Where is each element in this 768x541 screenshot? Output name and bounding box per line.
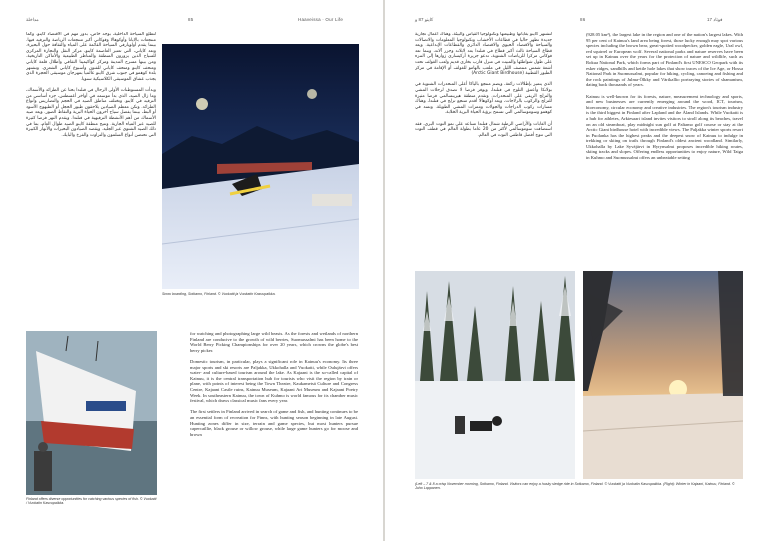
fishing-boat-photo bbox=[26, 331, 157, 495]
arabic-paragraph: ﻟﺘﺸﺘﻬﺮ ﻛﺎﻳﻨﻮ ﺑﻐﺎﺑﺎﺗﻬﺎ ﻭﻃﺒﻴﻌﺘﻬﺎ ﻭﺗﻜﻨﻮﻟﻮﺟﻴﺎ ﺍﻟﻘﻴﺎﺱ ﻭﺍﻟﺒﻴﺌﺔ، ﻭﻫﻨﺎﻙ ﺃﻋﻤﺎﻝ ﺗﺠﺎﺭﻳﺔ ﺟﺪﻳﺪﺓ ﺗﻈﻬﺮ ﺣﺎﻟﻴﺎ ﻓﻲ ﻗﻄﺎﻋﺎﺕ ﺍﻷﺧﺸﺎﺏ ﻭﺗﻜﻨﻮﻟﻮﺟﻴﺎ ﺍﻟﻤﻌﻠﻮﻣﺎﺕ ﻭﺍﻻﺗﺼﺎﻻﺕ ﻭﺍﻟﺴﻴﺎﺣﺔ ﻭﺍﻻﻗﺘﺼﺎﺩ ﺍﻟﺤﻴﻮﻱ ﻭﺍﻻﻗﺘﺼﺎﺩ ﺍﻟﺪﺍﺋﺮﻱ ﻭﺍﻟﻘﻄﺎﻋﺎﺕ ﺍﻹﺑﺪﺍﻋﻴﺔ. ﻭﻳﻌﺪ ﻗﻄﺎﻉ ﺍﻟﺴﻴﺎﺣﺔ ﺛﺎﻟﺚ ﺃﻛﺒﺮ ﻗﻄﺎﻉ ﻓﻲ ﻓﻨﻠﻨﺪﺍ ﺑﻌﺪ ﻻﺑﻼﻧﺪ ﻭﺟﺰﺭ ﺁﻻﻧﺪ، ﻭﺑﻨﻤﺎ ﺗﻌﺪ ﻓﻮﻛﺎﺗﻲ ﻣﺮﻛﺰﺍ ﻟﻠﺮﻳﺎﺿﺎﺕ ﺍﻟﺸﺘﻮﻳﺔ، ﺗﺪﻋﻮ ﺟﺰﻳﺮﺓ ﺃﺭﻛﻴﺴﺎﺭﻱ ﺯﻭﺍﺭﻫﺎ ﺇﻟﻰ ﺍﻟﺘﻨﺰﻩ ﻋﻠﻰ ﻃﻮﻝ ﺷﻮﺍﻃﺌﻬﺎ ﻭﺍﻟﻤﺒﻴﺖ ﻓﻲ ﻣﻨﺰﻝ ﻗﺎﺭﺏ ﺑﺨﺎﺭﻱ ﻗﺪﻳﻢ ﻭﻟﻌﺐ ﺍﻟﻐﻮﻟﻒ ﺗﺤﺖ ﺃﺷﻌﺔ ﺷﻤﺲ ﻣﻨﺘﺼﻒ ﺍﻟﻠﻴﻞ ﻓﻲ ﻣﻠﻌﺐ ﺑﺎﻟﻬﺎﻣﻮ ﻟﻠﻐﻮﻟﻒ ﺃﻭ ﺍﻹﻗﺎﻣﺔ ﻓﻲ ﻣﺮﻛﺰ ﺍﻟﻄﻴﻮﺭ ﺍﻟﻘﻄﺒﻴﺔ (Arctic Giant Birdhouse) bbox=[415, 32, 552, 77]
arabic-paragraph: ﺍﻟﺬﻱ ﻳﺘﻤﻴﺰ ﺑﺈﻃﻼﻻﺕ ﺭﺍﺋﻌﺔ، ﻭﻳﻀﻢ ﻣﻨﺘﺠﻊ ﺑﺎﻟﻴﺎﻛﺎ ﺃﻋﻠﻰ ﺍﻟﻤﻨﺤﺪﺭﺍﺕ ﺍﻟﺸﺘﻮﻳﺔ ﻓﻲ ﺑﻮﻻﻧﻜﺎ ﻭﺃﻋﻤﻖ ﺍﻟﺜﻠﻮﺝ ﻓﻲ ﻓﻨﻠﻨﺪﺍ، ﻭﻳﻮﻓﺮ ﻓﺮﺻﺎ ﻻ ﺗﺼﺪﻕ ﻟﺮﺣﻼﺕ ﺍﻟﻤﺸﻲ ﻭﺍﻟﺘﺰﻟﺞ ﺍﻟﺮﻳﻔﻲ ﻋﻠﻰ ﺍﻟﻤﻨﺤﺪﺭﺍﺕ. ﻭﺗﻘﺪﻡ ﻣﻨﻄﻘﺔ ﻫﻴﺮﻳﻨﺴﺎﻟﻤﻲ ﻓﺮﺻﺎ ﻣﺜﻴﺮﺓ ﻟﻠﺘﺰﻟﺞ ﻭﺍﻟﺮﻛﻮﺏ ﺑﺎﻟﺰﻻﺟﺎﺕ، ﻭﻳﻌﺪ ﺃﻭﻛﻮﻫﺎﻻ ﺃﻗﺪﻡ ﻣﻨﺘﺠﻊ ﺗﺰﻟﺞ ﻓﻲ ﻓﻨﻠﻨﺪﺍ، ﻭﻫﻨﺎﻙ ﻣﺴﺎﺭﺍﺕ ﺭﻛﻮﺏ ﺍﻟﺪﺭﺍﺟﺎﺕ ﻭﺍﻟﺠﻮﻻﺕ ﻭﻣﻤﺮﺍﺕ ﺍﻟﻤﺸﻲ ﺍﻟﻄﻮﻳﻠﺔ. ﻭﺗﻤﺘﺪ ﻓﻲ ﻛﻮﻫﻤﻮ ﻭﺳﻮﻣﻮﺳﺎﻟﻤﻲ ﺍﻟﺘﻲ ﺗﺴﻤﺢ ﺑﺮﺅﻳﺔ ﺍﻟﺤﻴﺎﺓ ﺍﻟﺒﺮﻳﺔ ﺍﻟﺨﻼﺑﺔ. bbox=[415, 82, 552, 116]
english-paragraph: Domestic tourism, in particular, plays a significant role in Kainuu's economy. Its three major sports and ski resorts are Paljakka, Ukkohalla and Vuokatti, while Oulujärvi offers water- and culture-based tourism around the lake. As Kajaani is the so-called capital of Kainuu, it is the central transportation hub for tourists who visit the region by train or plane, with points of interest being the Town Theatre, Kaukametsä Culture and Congress Centre, Kajaani Castle ruins, Kainuu Museum, Kajaani Art Museum and Kajaani Poetry Week. In southeastern Kainuu, the town of Kuhmo is world famous for its chamber music festival, which draws classical music fans every year. bbox=[190, 358, 358, 404]
english-paragraph: for watching and photographing large wild beasts. As the forests and wetlands of northern Finland are conducive to the growth of wild berries, Suomussalmi has been home to the World Berry Picking Championships for over 20 years, which crowns the globe's best berry picker. bbox=[190, 331, 358, 353]
winter-sunset-photo bbox=[583, 271, 743, 479]
right-page-header-left: ﻛﺎﻳﻨﻮ 87 ﻭ bbox=[415, 17, 434, 22]
english-paragraph: (928.05 km²), the largest lake in the region and one of the nation's largest lakes. With 95 per cent of Kainuu's land area being forest, those lucky enough may spot various species including the brown bear, great-spotted woodpecker, golden eagle, Ural owl, red squirrel or European wolf. Several national parks and nature reserves have been set up in Kainuu over the years for the protection of nature and wildlife, such as Rokua National Park, which forms part of Finland's first UNESCO Geopark with its esker ridges, sandhills and kettle hole lakes that show traces of the Ice Age, or Hossa National Park in Suomussalmi, popular for hiking, cycling, canoeing and fishing and the rock paintings of Julma-Ölkky and Värikallio portraying stories of shamanism, dating back thousands of years. bbox=[586, 32, 743, 88]
arabic-text-column bbox=[415, 32, 552, 264]
right-page-header-right: ﻓﻮﺗﺎﺩ 17 bbox=[707, 17, 723, 22]
winter-photo-caption: (Left – 7 & 8 a crisp November morning, Sotkamo, Finland. Visitors can enjoy a husky sledge ride in Sotkamo, Finland. © Vuokatti ja Vuokatin Kasvupaikka. (Right): Winter in Kajaani, Kainuu, Finland. © Juho Lappanen. bbox=[415, 482, 735, 491]
snowboard-caption: Snow boarding, Sotkamo, Finland. © Vuokatti ja Vuokatin Kasvupaikka. bbox=[162, 292, 276, 296]
right-page bbox=[385, 0, 768, 541]
arabic-paragraph: ﺃﻥ ﺍﻟﻐﺎﺑﺎﺕ ﻭﺍﻷﺭﺍﺿﻲ ﺍﻟﺮﻃﺒﺔ ﺷﻤﺎﻝ ﻓﻨﻠﻨﺪﺍ ﺗﺴﺎﻋﺪ ﻋﻠﻰ ﻧﻤﻮ ﺍﻟﺘﻮﺕ ﺍﻟﺒﺮﻱ، ﻓﻘﺪ ﺍﺳﺘﻀﺎﻓﺖ ﺳﻮﻣﻮﺳﺎﻟﻤﻲ ﻷﻛﺜﺮ ﻣﻦ 20 ﻋﺎﻣﺎ ﺑﻄﻮﻟﺔ ﺍﻟﻌﺎﻟﻢ ﻓﻲ ﻗﻄﻒ ﺍﻟﺘﻮﺕ ﺍﻟﺘﻲ ﺗﺘﻮﺝ ﺃﻓﻀﻞ ﻗﺎﻃﻔﻲ ﺍﻟﺘﻮﺕ ﻓﻲ ﺍﻟﻌﺎﻟﻢ. bbox=[415, 121, 552, 138]
english-paragraph: Kainuu is well-known for its forests, nature, measurement technology and sports, and new businesses are currently emerging around the wood, ICT, tourism, bioeconomy, circular economy and creative industries. The region's tourism industry is the third biggest in Finland after Lapland and the Åland Islands. While Vuokatti is a hub for athletes, Arkiesaari island invites visitors to stroll along its beaches, travel on an old steamboat, play midnight sun golf at Paltamo golf course or stay at the Arctic Giant birdhouse hotel with incredible views. The Paljakka winter sports resort in Puolanka has the highest peaks and the deepest snow of Kainuu to indulge in trekking or skiing on trails through Finland's oldest ancient woodland. Similarly, Ukkohalla by Lake Syväjärvi in Hyrynsalmi proposes incredible hiking routes, skiing tracks and slopes. Offering endless opportunities to enjoy nature, Wild Taiga in Kuhmo and Suomussalmi offers an unbeatable setting bbox=[586, 93, 743, 161]
arabic-text-column bbox=[26, 32, 156, 328]
left-page bbox=[0, 0, 383, 541]
english-text-column bbox=[586, 32, 743, 264]
arabic-paragraph: ﻟﺘﻄﻠﻊ ﺍﻟﺴﻴﺎﺣﺔ ﺍﻟﺪﺍﺧﻠﻴﺔ، ﺑﻮﺟﻪ ﺧﺎﺹ، ﺑﺪﻭﺭ ﻣﻬﻢ ﻓﻲ ﺍﻻﻗﺘﺼﺎﺩ ﻛﺎﻳﻨﻮ. ﻭﻛﻤﺎ ﻣﻨﺘﺠﻌﺎﺕ ﺑﺎﻻﻳﺎﺗﺎ ﻭﺃﻭﻛﻮﻫﺎﻻ ﻭﻓﻮﻛﺎﺗﻲ ﺃﻛﺒﺮ ﻣﻨﺘﺠﻌﺎﺕ ﺍﻟﺮﻳﺎﺿﺔ ﻭﺍﻟﺘﺮﻓﻴﻪ ﻓﻴﻬﺎ. ﺑﻴﻨﻤﺎ ﻳﻘﺪﻡ ﺃﻭﻟﻮﻳﺎﺭﻓﻲ ﺍﻟﺴﻴﺎﺣﺔ ﺍﻟﻘﺎﺋﻤﺔ ﻋﻠﻰ ﺍﻟﻤﻴﺎﻩ ﻭﺍﻟﺜﻘﺎﻓﺔ ﺣﻮﻝ ﺍﻟﺒﺤﻴﺮﺓ. ﻭﺗﻌﺪ ﻛﺎﻳﺎﻧﻲ، ﺍﻟﺘﻲ ﺗﻌﺘﺒﺮ ﺍﻟﻌﺎﺻﻤﺔ ﻛﺎﻳﻨﻮ، ﻣﺮﻛﺰ ﺍﻟﻨﻘﻞ ﻭﺍﻟﺘﺠﺎﺭﺓ ﺍﻟﻤﺮﻛﺰﻱ ﻟﻠﺴﻴﺎﺡ ﺍﻟﺬﻳﻦ ﻳﺰﻭﺭﻭﻥ ﺍﻟﻤﻨﻄﻘﺔ ﻭﺍﻟﻤﻨﺎﻇﺮ ﺍﻟﻄﺒﻴﻌﻴﺔ ﻭﺍﻷﻣﺎﻛﻦ ﺍﻟﺘﺎﺭﻳﺨﻴﺔ. ﻭﻣﻦ ﺑﻴﻨﻬﺎ ﻣﺴﺮﺡ ﺍﻟﻤﺪﻳﻨﺔ ﻭﻣﺮﻛﺰ ﻛﻮﺍﻛﻴﻤﻴﺘﺎ ﺍﻟﺜﻘﺎﻓﻲ ﻭﺃﻃﻼﻝ ﻗﻠﻌﺔ ﻛﺎﻳﺎﻧﻲ ﻭﻣﺘﺤﻒ ﻛﺎﻳﻨﻮ ﻭﻣﺘﺤﻒ ﻛﺎﻳﺎﻧﻲ ﻟﻠﻔﻨﻮﻥ ﻭﺃﺳﺒﻮﻉ ﻛﺎﻳﺎﻧﻲ ﺍﻟﺸﻌﺮﻱ. ﻭﺗﺸﺘﻬﺮ ﺑﻠﺪﺓ ﻛﻮﻫﻤﻮ ﻓﻲ ﺟﻨﻮﺏ ﺷﺮﻕ ﻛﺎﻳﻨﻮ ﻋﺎﻟﻤﻴﺎ ﺑﻤﻬﺮﺟﺎﻥ ﻣﻮﺳﻴﻘﻰ ﺍﻟﺤﺠﺮﺓ ﺍﻟﺬﻱ ﻳﺠﺬﺏ ﻋﺸﺎﻕ ﺍﻟﻤﻮﺳﻴﻘﻰ ﺍﻟﻜﻼﺳﻴﻜﻴﺔ ﺳﻨﻮﻳﺎ. bbox=[26, 32, 156, 82]
left-page-header-right: Haaveissa · Our Life bbox=[298, 17, 344, 22]
left-page-number: 85 bbox=[188, 17, 194, 22]
husky-sled-photo bbox=[415, 271, 575, 479]
arabic-paragraph: ﻭﺑﺪﺃﺕ ﺍﻟﻤﺴﺘﻮﻃﻨﺎﺕ ﺍﻷﻭﻟﻰ ﺍﻟﺮﺣﺎﻝ ﻓﻲ ﻓﻨﻠﻨﺪﺍ ﺑﺤﺜﺎ ﻋﻦ ﺍﻟﻄﺮﺍﺋﺪ ﻭﺍﻷﺳﻤﺎﻙ، ﻭﻣﺎ ﺯﺍﻝ ﺍﻟﺼﻴﺪ، ﺍﻟﺬﻱ ﺑﺪﺃ ﻣﻮﺳﻤﻪ ﻓﻲ ﺃﻭﺍﺧﺮ ﺃﻏﺴﻄﺲ، ﺟﺰﺀ ﺃﺳﺎﺳﻲ ﻣﻦ ﺍﻟﺘﺮﻓﻴﻪ ﻓﻲ ﻛﺎﻳﻨﻮ. ﻭﺗﺨﺘﻠﻒ ﻣﻨﺎﻃﻖ ﺍﻟﺼﻴﺪ ﻓﻲ ﺍﻟﺤﺠﻢ ﻭﺍﻟﺘﻀﺎﺭﻳﺲ ﻭﺃﻧﻮﺍﻉ ﺍﻟﻄﺮﺍﺋﺪ. ﻭﺗﻜﻦ ﻣﻌﻈﻢ ﺍﻟﺼﻴﺎﺩﻳﻦ ﻳﻼﺣﻘﻮﻥ ﻃﻴﻮﺭ ﺍﻟﺤﺠﻞ ﺃﻭ ﺍﻟﻄﻴﻬﻮﺝ ﺍﻷﺳﻮﺩ ﺃﻭ ﺍﻟﺒﻂ، ﺑﻴﻨﻤﺎ ﻳﻔﻀﻞ ﺳﻴﺎﺡ ﺁﺧﺮﻭﻥ ﺍﻟﺤﻴﺎﺓ ﺍﻟﺒﺮﻳﺔ ﻭﺍﻟﺘﻘﺎﻁ ﺍﻟﺼﻮﺭ. ﻭﻳﻌﺪ ﺻﻴﺪ ﺍﻷﺳﻤﺎﻙ ﻣﻦ ﺃﻫﻢ ﺍﻷﻧﺸﻄﺔ ﺍﻟﺘﺮﻓﻴﻬﻴﺔ ﻓﻲ ﻓﻨﻠﻨﺪﺍ. ﻭﻳﻘﺪﻡ ﺍﻟﻨﻬﺮ ﻓﺮﺻﺎ ﻛﺜﻴﺮﺓ ﻟﻠﺼﻴﺪ ﻋﺒﺮ ﺍﻟﻤﻴﺎﻩ ﺍﻟﺠﺎﺭﻳﺔ. ﻭﺗﺘﻴﺢ ﻣﻨﻄﻘﺔ ﻛﺎﻳﻨﻮ ﺍﻟﺼﻴﺪ ﻃﻮﺍﻝ ﺍﻟﻌﺎﻡ، ﺑﻤﺎ ﻓﻲ ﺫﻟﻚ ﺍﻟﺼﻴﺪ ﺍﻟﺸﺘﻮﻱ ﻋﺒﺮ ﺍﻟﺠﻠﻴﺪ. ﻭﻳﻘﺼﺪ ﺍﻟﺼﻴﺎﺩﻭﻥ ﺍﻟﺒﺤﻴﺮﺍﺕ ﻭﺍﻷﻧﻬﺎﺭ ﺍﻟﻜﺒﻴﺮﺓ ﺍﻟﺘﻲ ﺗﺤﺘﻀﻦ ﺃﻧﻮﺍﻉ ﺍﻟﺴﻠﻤﻮﻥ ﻭﺍﻟﺘﺮﺍﻭﺕ ﻭﺍﻟﻔﺮﺥ ﻭﺍﻟﺒﺎﻳﻚ. bbox=[26, 87, 156, 138]
right-page-number: 86 bbox=[580, 17, 586, 22]
left-page-header-left: ﻣﺪﺍﺧﻠﺔ bbox=[26, 17, 39, 22]
snowboard-photo bbox=[162, 44, 359, 289]
english-text-column bbox=[190, 331, 358, 521]
english-paragraph: The first settlers in Finland arrived in search of game and fish, and hunting continues to be an essential form of recreation for Finns, with hunting season beginning in late August. Hunting zones differ in size, terrain and game species, but most hunters pursue capercaillie, black grouse or willow grouse, while large game hunters go for moose and brown bbox=[190, 409, 358, 437]
fishing-caption: Finland offers diverse opportunities for catching various species of fish. © Vuokatti / Vuokatin Kasvupaikka. bbox=[26, 497, 157, 506]
